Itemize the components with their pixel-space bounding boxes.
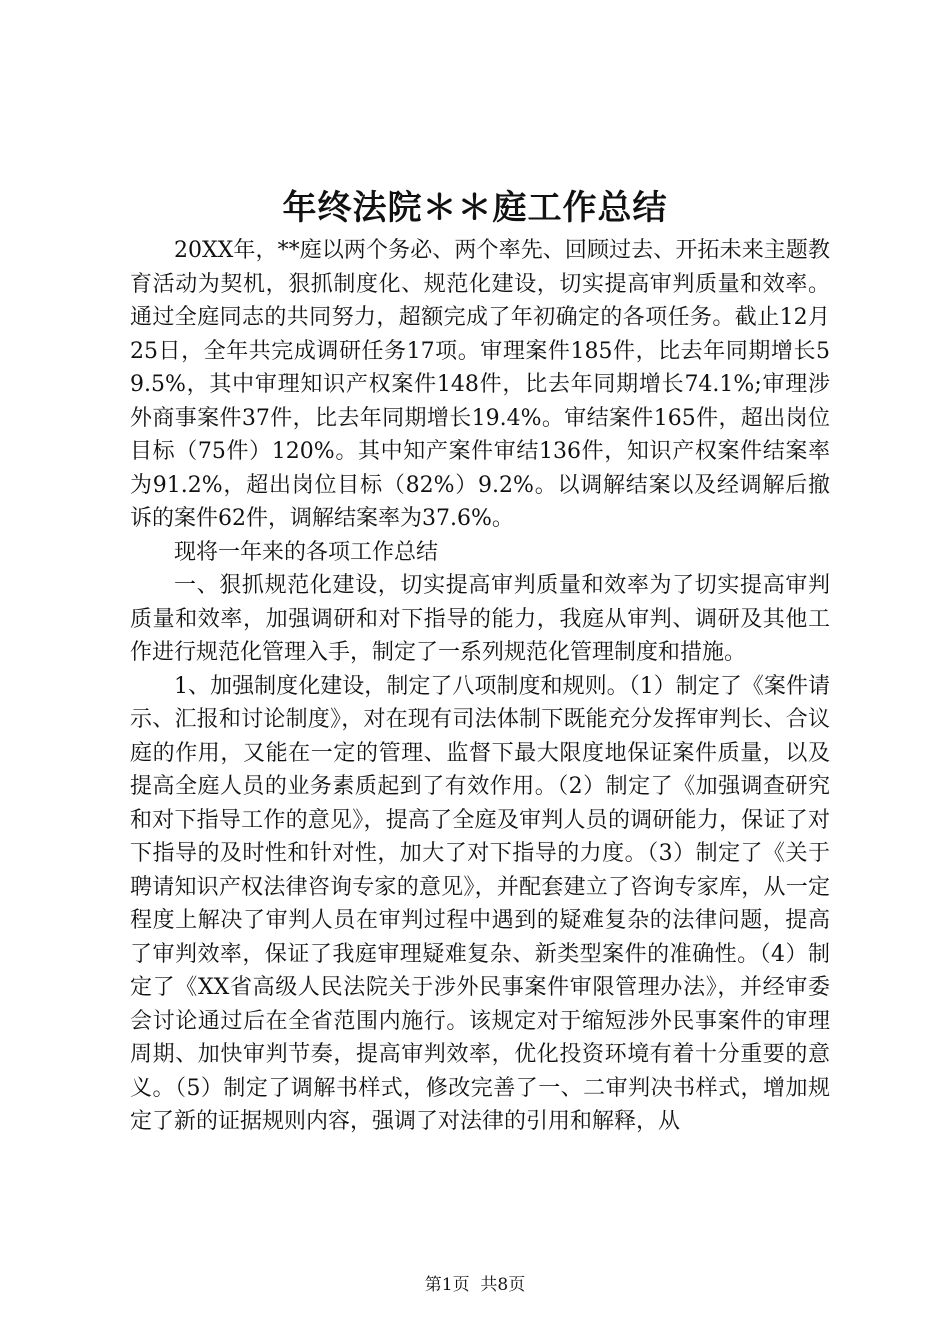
page-footer: 第1页 共8页 (424, 1275, 526, 1295)
document-title: 年终法院＊＊庭工作总结 (282, 188, 668, 228)
paragraph-section-one: 一、狠抓规范化建设，切实提高审判质量和效率为了切实提高审判质量和效率，加强调研和对下指导的能力，我庭从审判、调研及其他工作进行规范化管理入手，制定了一系列规范化管理制度和措施。 (130, 573, 830, 665)
document-body (130, 234, 830, 1139)
paragraph-summary-lead: 现将一年来的各项工作总结 (174, 539, 439, 565)
paragraph-intro: 20XX年，**庭以两个务必、两个率先、回顾过去、开拓未来主题教育活动为契机，狠抓制度化、规范化建设，切实提高审判质量和效率。通过全庭同志的共同努力，超额完成了年初确定的各项任务。截止12月25日，全年共完成调研任务17项。审理案件185件，比去年同期增长59.5%，其中审理知识产权案件148件，比去年同期增长74.1%;审理涉外商事案件37件，比去年同期增长19.4%。审结案件165件，超出岗位目标（75件）120%。其中知产案件审结136件，知识产权案件结案率为91.2%，超出岗位目标（82%）9.2%。以调解结案以及经调解后撤诉的案件62件，调解结案率为37.6%。 (130, 238, 830, 531)
paragraph-item-one: 1、加强制度化建设，制定了八项制度和规则。（1）制定了《案件请示、汇报和讨论制度》，对在现有司法体制下既能充分发挥审判长、合议庭的作用，又能在一定的管理、监督下最大限度地保证案件质量，以及提高全庭人员的业务素质起到了有效作用。（2）制定了《加强调查研究和对下指导工作的意见》，提高了全庭及审判人员的调研能力，保证了对下指导的及时性和针对性，加大了对下指导的力度。（3）制定了《关于聘请知识产权法律咨询专家的意见》，并配套建立了咨询专家库，从一定程度上解决了审判人员在审判过程中遇到的疑难复杂的法律问题，提高了审判效率，保证了我庭审理疑难复杂、新类型案件的准确性。（4）制定了《XX省高级人民法院关于涉外民事案件审限管理办法》，并经审委会讨论通过后在全省范围内施行。该规定对于缩短涉外民事案件的审理周期、加快审判节奏，提高审判效率，优化投资环境有着十分重要的意义。（5）制定了调解书样式，修改完善了一、二审判决书样式，增加规定了新的证据规则内容，强调了对法律的引用和解释，从 (130, 673, 830, 1134)
